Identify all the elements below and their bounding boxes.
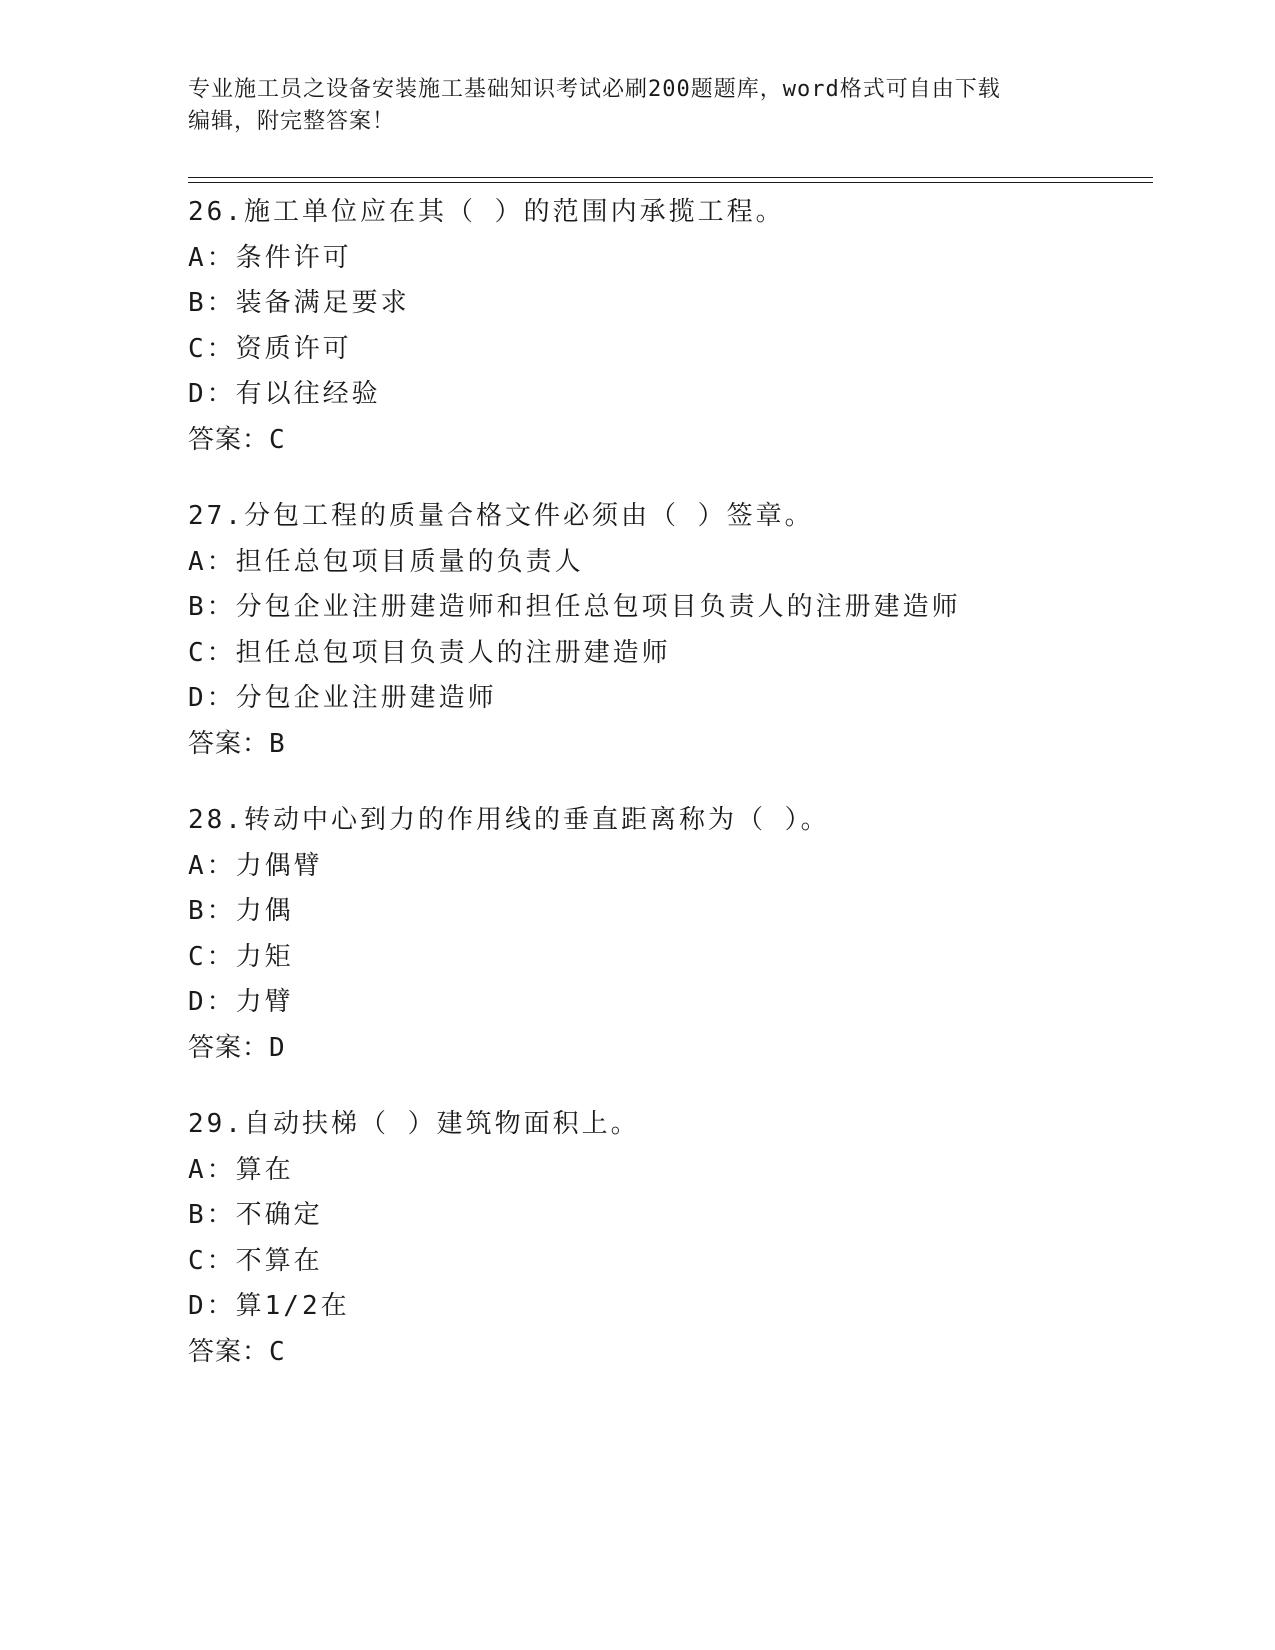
option-d: D：力臂 xyxy=(188,987,294,1017)
option-d: D：分包企业注册建造师 xyxy=(188,683,497,713)
answer-value: D xyxy=(269,1032,286,1063)
option-b: B：力偶 xyxy=(188,896,294,926)
option-b: B：不确定 xyxy=(188,1200,323,1230)
option-a: A：力偶臂 xyxy=(188,850,323,881)
question-stem: 27.分包工程的质量合格文件必须由（ ）签章。 xyxy=(188,501,814,531)
question-28 xyxy=(188,798,1168,1071)
answer-label: 答案： xyxy=(188,1336,270,1367)
option-a: A：担任总包项目质量的负责人 xyxy=(188,546,584,577)
question-stem: 26.施工单位应在其（ ）的范围内承揽工程。 xyxy=(188,197,785,227)
option-c: C：不算在 xyxy=(188,1245,323,1276)
document-header xyxy=(188,74,1088,138)
answer xyxy=(188,418,1168,464)
answer xyxy=(188,1026,1168,1072)
answer-value: C xyxy=(269,1336,286,1367)
option-b: B：装备满足要求 xyxy=(188,288,410,318)
header-divider-bottom xyxy=(188,182,1153,183)
option-c: C：担任总包项目负责人的注册建造师 xyxy=(188,637,671,668)
answer-label: 答案： xyxy=(188,728,270,759)
header-line-2: 编辑，附完整答案！ xyxy=(188,109,396,134)
option-d: D：有以往经验 xyxy=(188,379,381,409)
answer xyxy=(188,1330,1168,1376)
answer-label: 答案： xyxy=(188,1032,270,1063)
option-b: B：分包企业注册建造师和担任总包项目负责人的注册建造师 xyxy=(188,592,961,622)
question-stem: 29.自动扶梯（ ）建筑物面积上。 xyxy=(188,1109,640,1139)
answer-label: 答案： xyxy=(188,424,270,455)
question-27 xyxy=(188,494,1168,767)
question-list xyxy=(188,190,1168,1406)
answer xyxy=(188,722,1168,768)
answer-value: C xyxy=(269,424,286,455)
answer-value: B xyxy=(269,728,286,759)
option-d: D：算1/2在 xyxy=(188,1291,350,1321)
option-c: C：资质许可 xyxy=(188,333,352,364)
header-line-1: 专业施工员之设备安装施工基础知识考试必刷200题题库，word格式可自由下载 xyxy=(188,77,1001,102)
question-stem: 28.转动中心到力的作用线的垂直距离称为（ ）。 xyxy=(188,805,830,835)
option-a: A：算在 xyxy=(188,1154,294,1185)
question-26 xyxy=(188,190,1168,463)
question-29 xyxy=(188,1102,1168,1375)
option-a: A：条件许可 xyxy=(188,242,352,273)
header-divider-top xyxy=(188,177,1153,178)
option-c: C：力矩 xyxy=(188,941,294,972)
